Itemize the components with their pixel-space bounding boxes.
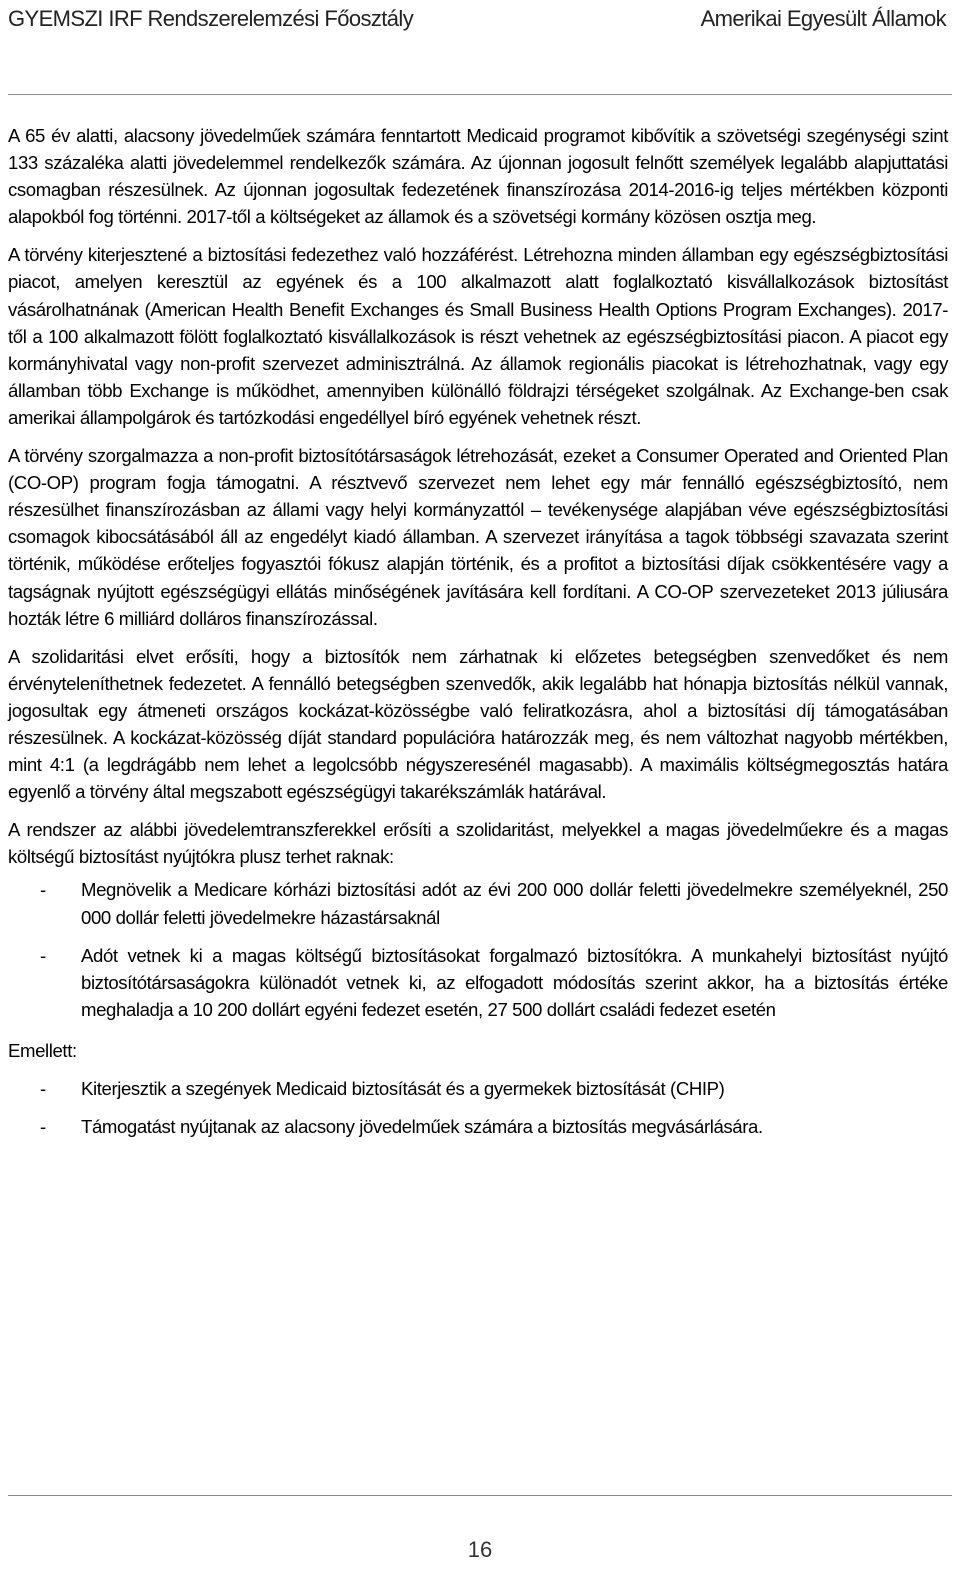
page-header: [8, 2, 946, 36]
list-item: [8, 876, 948, 930]
paragraph-transfers-intro: A rendszer az alábbi jövedelemtranszferekkel erősíti a szolidaritást, melyekkel a magas jövedelműekre és a magas költségű biztosítást nyújtókra plusz terhet raknak:: [8, 819, 948, 868]
page-number: 16: [467, 1537, 493, 1562]
emellett-label: Emellett:: [8, 1039, 77, 1061]
footer-divider: [8, 1495, 952, 1496]
transfers-list: [8, 876, 948, 1022]
dash-bullet: -: [40, 1078, 46, 1099]
dash-bullet: -: [40, 944, 46, 966]
paragraph-solidarity: A szolidaritási elvet erősíti, hogy a biztosítók nem zárhatnak ki előzetes betegségben szenvedőket és nem érvényteleníthetnek fedezetet. A fennálló betegségben szenvedők, akik legalább hat hónapja biztosítás nélkül vannak, jogosultak egy átmeneti országos kockázat-közösségbe való feliratkozásra, ahol a biztosítási díj támogatásában részesülnek. A kockázat-közösség díját standard populációra határozzák meg, és nem változhat nagyobb mértékben, mint 4:1 (a legdrágább nem lehet a legolcsóbb négyszeresénél magasabb). A maximális költségmegosztás határa egyenlő a törvény által megszabott egészségügyi takarékszámlák határával.: [8, 645, 948, 803]
list-item-text: Megnövelik a Medicare kórházi biztosítási adót az évi 200 000 dollár feletti jövedelmekre személyeknél, 250 000 dollár feletti jövedelmekre házastársaknál: [81, 879, 948, 928]
list-item-text: Adót vetnek ki a magas költségű biztosításokat forgalmazó biztosítókra. A munkahelyi biztosítást nyújtó biztosítótársaságokra különadót vetnek ki, az elfogadott módosítás szerint akkor, ha a biztosítás értéke meghaladja a 10 200 dollárt egyéni fedezet esetén, 27 500 dollárt családi fedezet esetén: [81, 944, 948, 1020]
list-item: [8, 942, 948, 1023]
document-body: [8, 122, 948, 1154]
paragraph-medicaid: A 65 év alatti, alacsony jövedelműek számára fenntartott Medicaid programot kibővítik a szövetségi szegénységi szint 133 százaléka alatti jövedelemmel rendelkezők számára. Az újonnan jogosult felnőtt személyek legalább alapjuttatási csomagban részesülnek. Az újonnan jogosultak fedezetének finanszírozása 2014-2016-ig teljes mértékben központi alapokból fog történni. 2017-től a költségeket az államok és a szövetségi kormány közösen osztja meg.: [8, 125, 948, 228]
header-org-name: GYEMSZI IRF Rendszerelemzési Főosztály: [8, 6, 414, 31]
list-item: [8, 1075, 948, 1102]
header-country: Amerikai Egyesült Államok: [700, 6, 946, 31]
dash-bullet: -: [40, 1116, 46, 1138]
list-item-text: Kiterjesztik a szegények Medicaid biztosítását és a gyermekek biztosítását (CHIP): [81, 1078, 725, 1099]
list-item: [8, 1113, 948, 1140]
paragraph-co-op: A törvény szorgalmazza a non-profit biztosítótársaságok létrehozását, ezeket a Consumer Operated and Oriented Plan (CO-OP) program fogja támogatni. A résztvevő szervezet nem lehet egy már fennálló egészségbiztosító, nem részesülhet finanszírozásban az állami vagy helyi kormányzattól – tevékenysége alapjában véve egészségbiztosítási csomagok kibocsátásából áll az engedélyt kiadó államban. A szervezet irányítása a tagok többségi szavazata szerint történik, működése erőteljes fogyasztói fókusz alapján történik, és a profitot a biztosítási díjak csökkentésére vagy a tagságnak nyújtott egészségügyi ellátás minőségének javítására kell fordítani. A CO-OP szervezeteket 2013 júliusára hozták létre 6 milliárd dolláros finanszírozással.: [8, 445, 948, 629]
paragraph-exchanges: A törvény kiterjesztené a biztosítási fedezethez való hozzáférést. Létrehozna minden államban egy egészségbiztosítási piacot, amelyen keresztül az egyének és a 100 alkalmazott alatt foglalkoztató kisvállalkozások biztosítást vásárolhatnának (American Health Benefit Exchanges és Small Business Health Options Program Exchanges). 2017-től a 100 alkalmazott fölött foglalkoztató kisvállalkozások is részt vehetnek az egészségbiztosítási piacon. A piacot egy kormányhivatal vagy non-profit szervezet adminisztrálná. Az államok regionális piacokat is létrehozhatnak, vagy egy államban több Exchange is működhet, amennyiben különálló földrajzi térségeket szolgálnak. Az Exchange-ben csak amerikai állampolgárok és tartózkodási engedéllyel bíró egyének vehetnek részt.: [8, 244, 948, 428]
additional-measures-list: [8, 1075, 948, 1140]
list-item-text: Támogatást nyújtanak az alacsony jövedelműek számára a biztosítás megvásárlására.: [81, 1116, 763, 1138]
dash-bullet: -: [40, 879, 46, 901]
header-divider: [8, 94, 952, 95]
